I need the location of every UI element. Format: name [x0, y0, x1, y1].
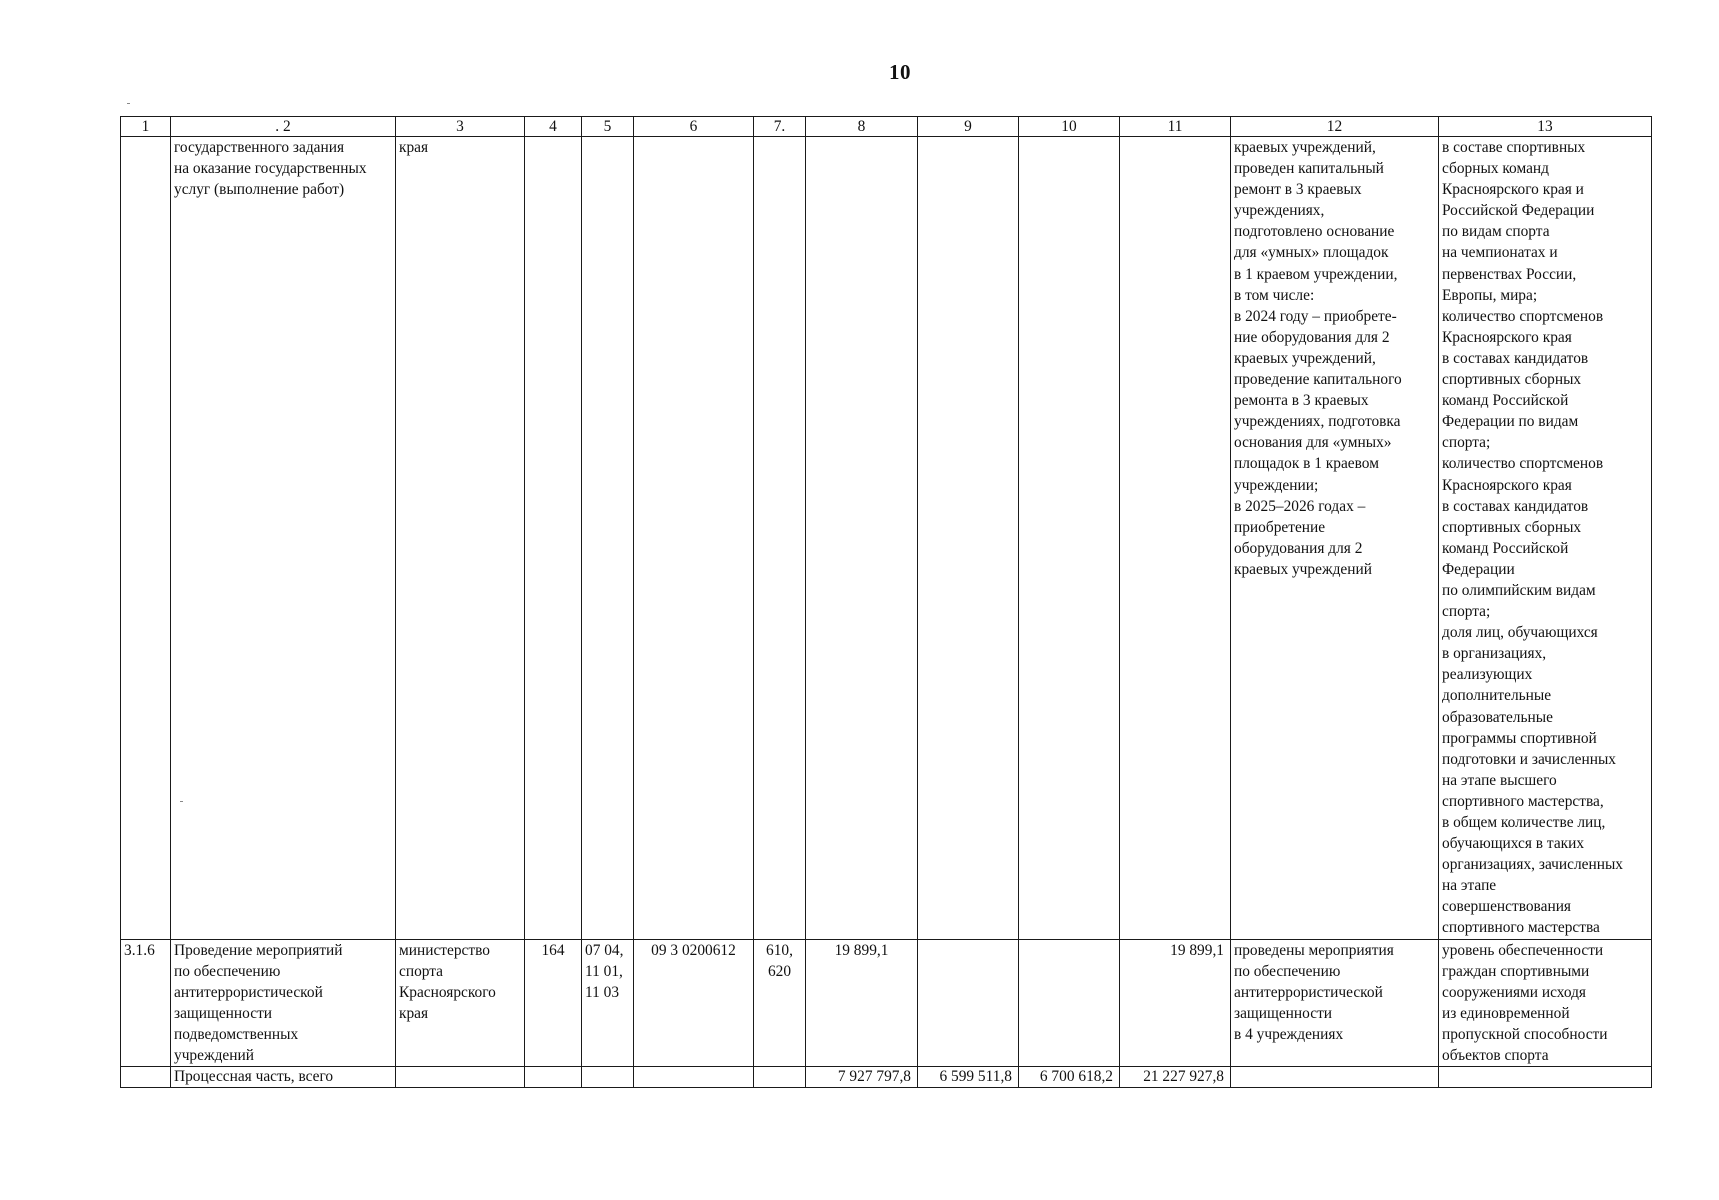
- header-cell: 10: [1019, 117, 1120, 137]
- total-amount-all: 21 227 927,8: [1120, 1067, 1231, 1088]
- header-cell: 9: [918, 117, 1019, 137]
- scan-speck: [180, 801, 183, 802]
- header-cell: 3: [396, 117, 525, 137]
- header-cell: 6: [634, 117, 754, 137]
- page-number: 10: [889, 60, 911, 84]
- section-code-cell: [582, 137, 634, 940]
- grbs-code-cell: [525, 137, 582, 940]
- amount-cell-year2: [918, 137, 1019, 940]
- total-amount-year1: 7 927 797,8: [806, 1067, 918, 1088]
- header-cell: . 2: [171, 117, 396, 137]
- section-code-cell: [582, 1067, 634, 1088]
- header-cell: 4: [525, 117, 582, 137]
- column-number-header: [121, 117, 1652, 137]
- total-label-cell: Процессная часть, всего: [171, 1067, 396, 1088]
- responsible-cell: министерство спорта Красноярского края: [396, 939, 525, 1067]
- target-article-cell: 09 3 0200612: [634, 939, 754, 1067]
- header-cell: 12: [1231, 117, 1439, 137]
- expected-result-cell: краевых учреждений, проведен капитальный ремонт в 3 краевых учреждениях, подготовлено основание для «умных» площадок в 1 краевом учреждении, в том числе: в 2024 году – приобрете- ние оборудования для 2 краевых учреждений, проведение капитального ремонта в 3 краевых учреждениях, подготовка основания для «умных» площадок в 1 краевом учреждении; в 2025–2026 годах – приобретение оборудования для 2 краевых учреждений: [1231, 137, 1439, 940]
- header-cell: 1: [121, 117, 171, 137]
- amount-cell-year2: [918, 939, 1019, 1067]
- expected-result-cell: проведены мероприятия по обеспечению антитеррористической защищенности в 4 учреждениях: [1231, 939, 1439, 1067]
- expected-result-cell: [1231, 1067, 1439, 1088]
- expense-type-cell: 610, 620: [754, 939, 806, 1067]
- total-amount-year3: 6 700 618,2: [1019, 1067, 1120, 1088]
- grbs-code-cell: [525, 1067, 582, 1088]
- amount-cell-total: 19 899,1: [1120, 939, 1231, 1067]
- expense-type-cell: [754, 1067, 806, 1088]
- table-row-continuation: [121, 137, 1652, 940]
- measure-name-cell: государственного задания на оказание государственных услуг (выполнение работ): [171, 137, 396, 940]
- indicator-impact-cell: уровень обеспеченности граждан спортивными сооружениями исходя из единовременной пропускной способности объектов спорта: [1439, 939, 1652, 1067]
- measure-name-cell: Проведение мероприятий по обеспечению антитеррористической защищенности подведомственных учреждений: [171, 939, 396, 1067]
- responsible-cell: края: [396, 137, 525, 940]
- amount-cell-year3: [1019, 137, 1120, 940]
- total-amount-year2: 6 599 511,8: [918, 1067, 1019, 1088]
- amount-cell-total: [1120, 137, 1231, 940]
- header-cell: 8: [806, 117, 918, 137]
- row-number-cell: 3.1.6: [121, 939, 171, 1067]
- amount-cell-year1: [806, 137, 918, 940]
- indicator-impact-cell: [1439, 1067, 1652, 1088]
- indicator-impact-cell: в составе спортивных сборных команд Красноярского края и Российской Федерации по видам спорта на чемпионатах и первенствах России, Европы, мира; количество спортсменов Красноярского края в составах кандидатов спортивных сборных команд Российской Федерации по видам спорта; количество спортсменов Красноярского края в составах кандидатов спортивных сборных команд Российской Федерации по олимпийским видам спорта; доля лиц, обучающихся в организациях, реализующих дополнительные образовательные программы спортивной подготовки и зачисленных на этапе высшего спортивного мастерства, в общем количестве лиц, обучающихся в таких организациях, зачисленных на этапе совершенствования спортивного мастерства: [1439, 137, 1652, 940]
- grbs-code-cell: 164: [525, 939, 582, 1067]
- amount-cell-year3: [1019, 939, 1120, 1067]
- program-table-sheet: [120, 116, 1652, 1088]
- amount-cell-year1: 19 899,1: [806, 939, 918, 1067]
- scan-speck: [127, 103, 130, 104]
- table-row-total: [121, 1067, 1652, 1088]
- header-cell: 11: [1120, 117, 1231, 137]
- header-cell: 7.: [754, 117, 806, 137]
- target-article-cell: [634, 1067, 754, 1088]
- row-number-cell: [121, 137, 171, 940]
- responsible-cell: [396, 1067, 525, 1088]
- section-code-cell: 07 04, 11 01, 11 03: [582, 939, 634, 1067]
- expense-type-cell: [754, 137, 806, 940]
- header-cell: 5: [582, 117, 634, 137]
- target-article-cell: [634, 137, 754, 940]
- table-row-3-1-6: [121, 939, 1652, 1067]
- program-table: [120, 116, 1652, 1088]
- header-cell: 13: [1439, 117, 1652, 137]
- row-number-cell: [121, 1067, 171, 1088]
